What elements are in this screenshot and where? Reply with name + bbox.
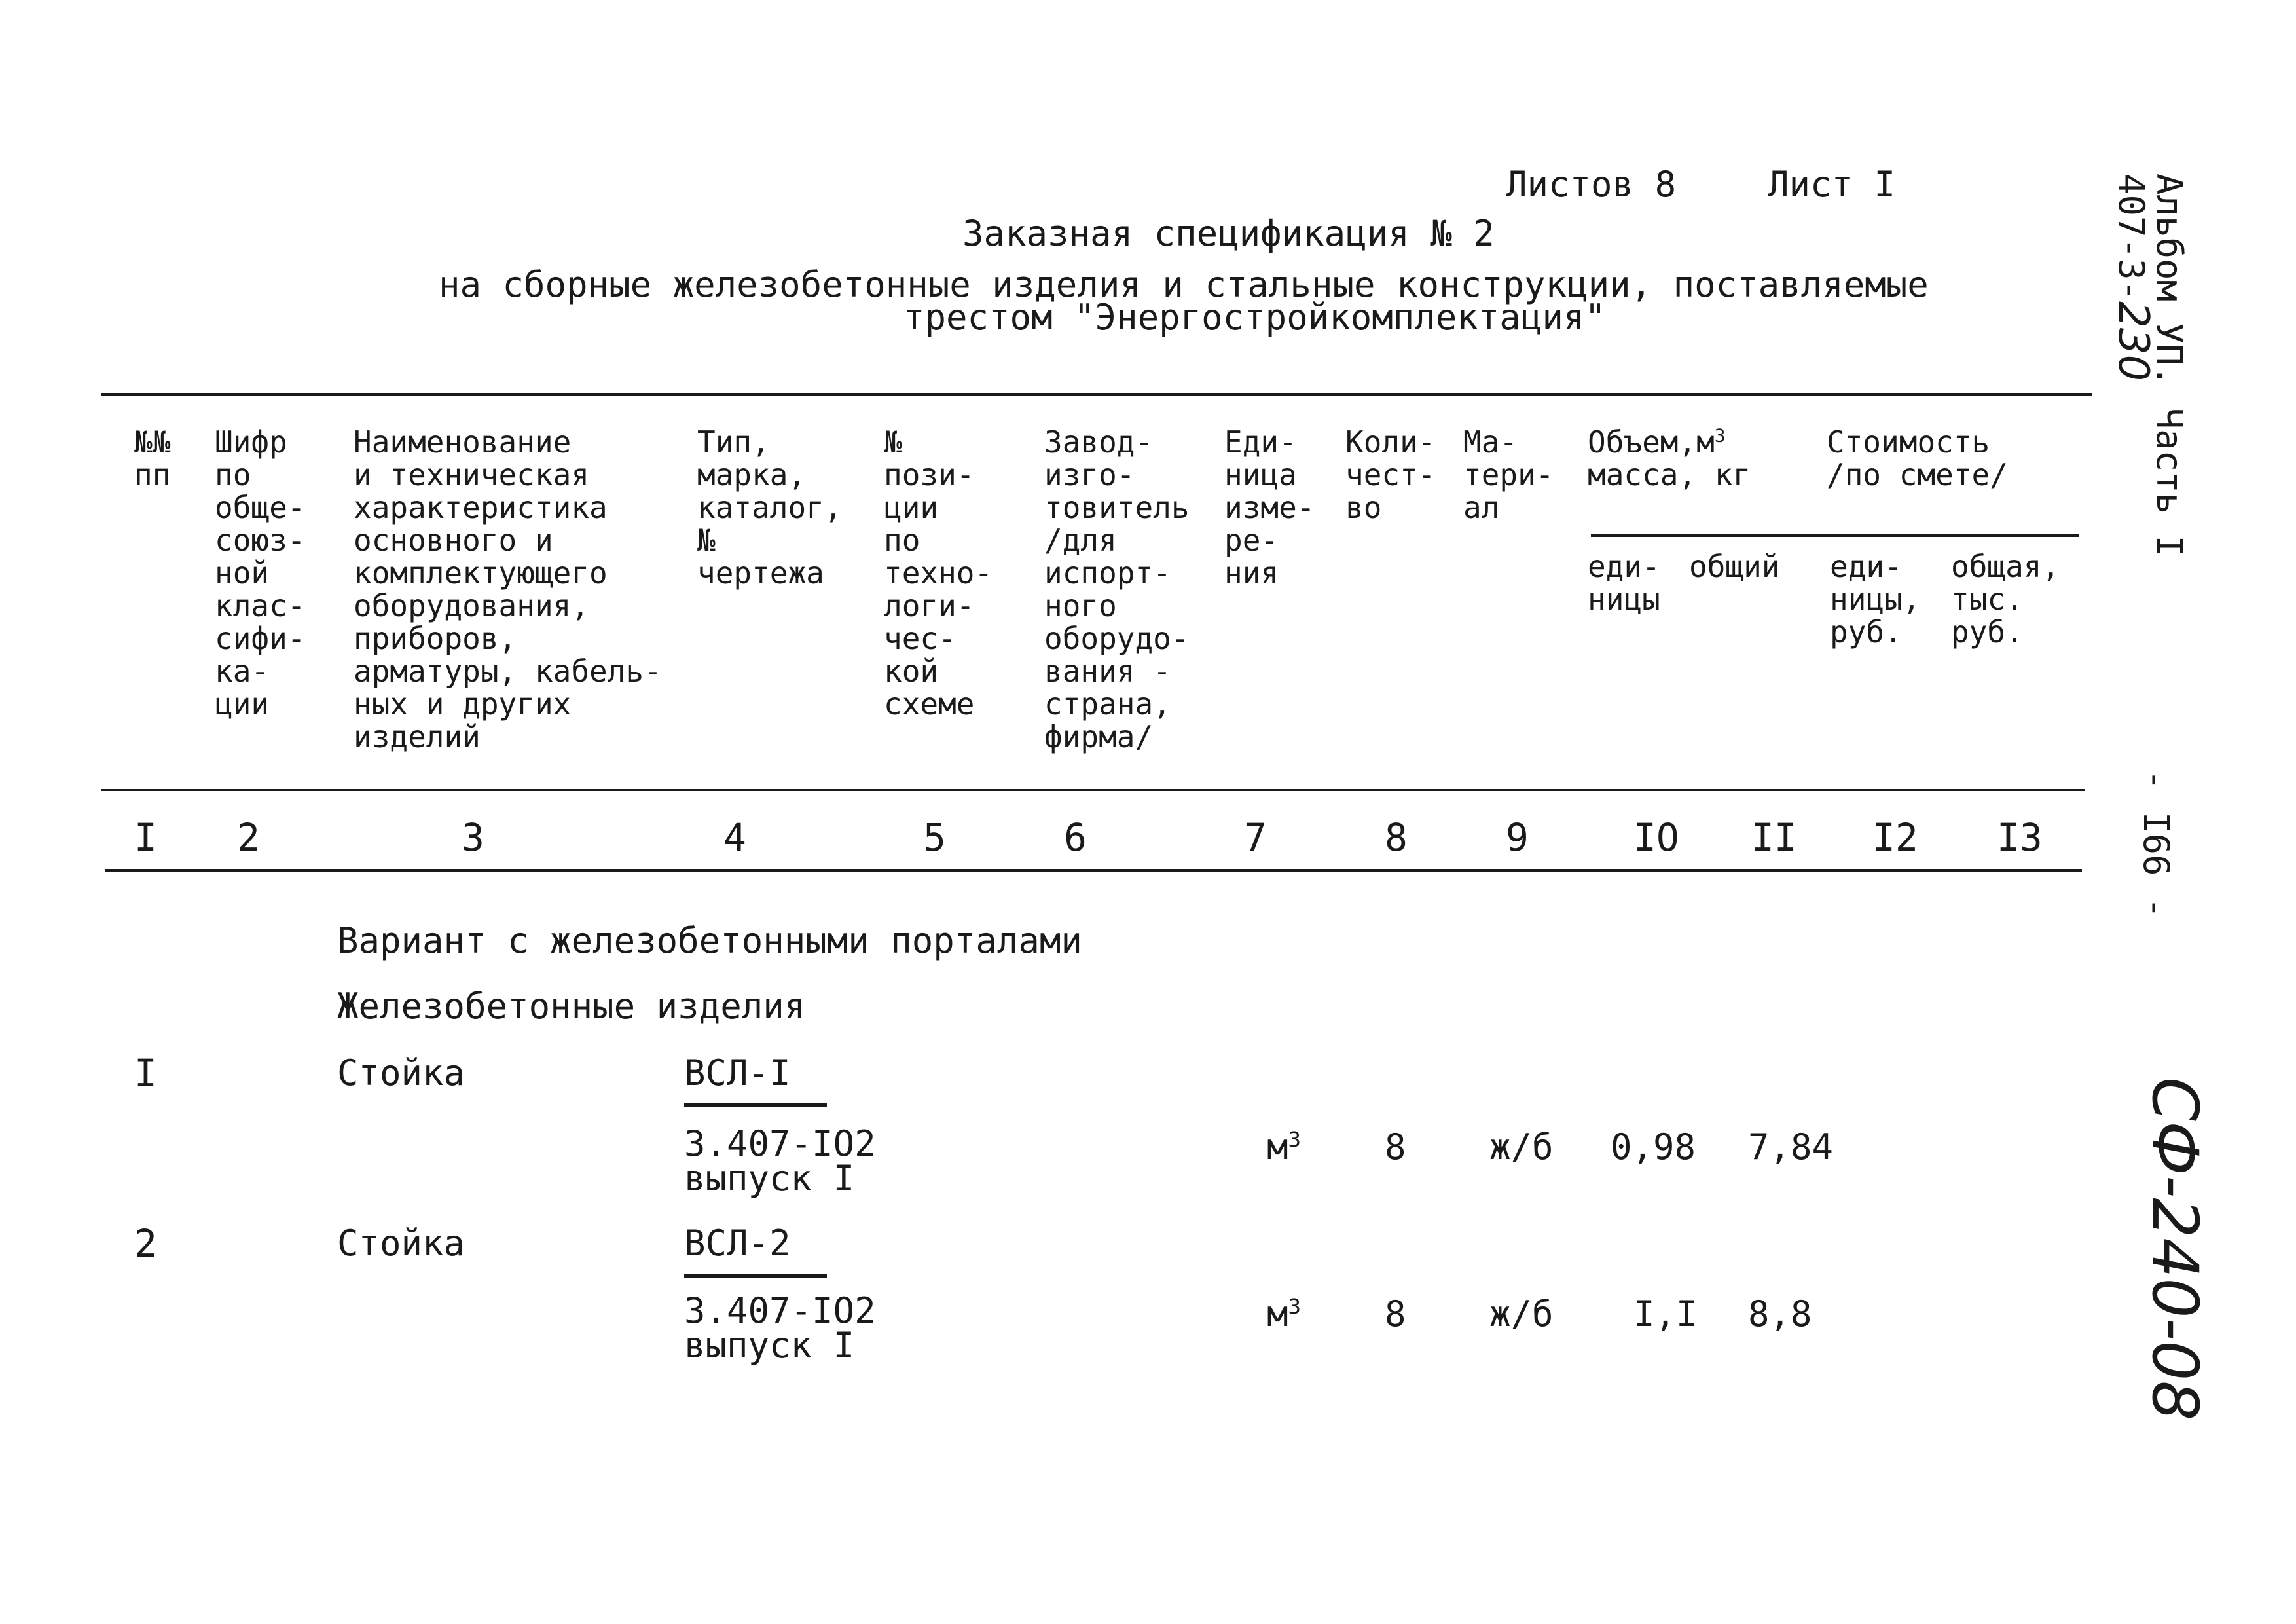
side-code-handwritten: 230 — [2109, 301, 2157, 382]
row-unit: $м^3$ — [1267, 1126, 1302, 1168]
col-header-cost: Стоимость /по смете/ — [1827, 424, 2008, 492]
row-drawing-issue: выпуск I — [684, 1325, 855, 1366]
row-type-mark: ВСЛ-2 — [684, 1223, 791, 1264]
row-quantity: 8 — [1385, 1126, 1406, 1168]
col-header-classification-code: Шифр по обще- союз- ной клас- сифи- ка- ции — [215, 424, 306, 722]
column-number: 2 — [237, 815, 260, 860]
column-number: I2 — [1872, 815, 1918, 860]
side-album: Альбом УП. Часть I — [2149, 174, 2190, 557]
side-code-printed: 407-3- — [2111, 174, 2152, 302]
row-type-mark: ВСЛ-I — [684, 1052, 791, 1094]
row-number: 2 — [134, 1221, 157, 1266]
column-number: 3 — [462, 815, 484, 860]
row-fraction-bar — [684, 1274, 827, 1278]
row-drawing-number: 3.407-IO2 — [684, 1290, 876, 1331]
document-subtitle-line1: на сборные железобетонные изделия и стальные конструкции, поставляемые — [439, 264, 1929, 305]
row-volume-total: 7,84 — [1748, 1126, 1834, 1168]
column-number: II — [1751, 815, 1797, 860]
column-number: 8 — [1385, 815, 1408, 860]
row-drawing-number: 3.407-IO2 — [684, 1123, 876, 1164]
column-number: 4 — [723, 815, 746, 860]
document-title: Заказная спецификация № 2 — [962, 213, 1495, 254]
header-subdivider-rule — [1591, 534, 2079, 537]
column-number: 9 — [1506, 815, 1529, 860]
row-drawing-issue: выпуск I — [684, 1158, 855, 1199]
sheet-count: Листов 8 — [1506, 164, 1677, 205]
side-page-number: - I66 - — [2136, 769, 2177, 919]
col-header-position: № пози- ции по техно- логи- чес- кой схеме — [884, 424, 993, 722]
side-stamp-handwritten: СФ-240-08 — [2138, 1077, 2212, 1421]
row-quantity: 8 — [1385, 1293, 1406, 1335]
column-numbers-bottom-rule — [105, 869, 2082, 872]
col-header-cost-unit: еди- ницы, руб. — [1830, 549, 1921, 650]
column-number: 7 — [1244, 815, 1267, 860]
row-item-name: Стойка — [337, 1052, 465, 1094]
row-unit: $м^3$ — [1267, 1293, 1302, 1335]
column-number: IO — [1633, 815, 1679, 860]
col-header-name: Наименование и техническая характеристика основного и комплектующего оборудования, приборов, арматуры, кабель- ных и других изделий — [354, 424, 662, 754]
sheet-number: Лист I — [1768, 164, 1896, 205]
col-header-cost-total: общая, тыс. руб. — [1951, 549, 2060, 650]
column-number: 6 — [1064, 815, 1087, 860]
row-volume-total: 8,8 — [1748, 1293, 1812, 1335]
row-number: I — [134, 1051, 157, 1096]
side-code — [2109, 174, 2157, 382]
row-volume-unit: 0,98 — [1611, 1126, 1696, 1168]
col-header-material: Ма- тери- ал — [1463, 424, 1554, 525]
section-heading-variant: Вариант с железобетонными порталами — [337, 920, 1082, 961]
row-material: ж/б — [1489, 1293, 1554, 1335]
row-material: ж/б — [1489, 1126, 1554, 1168]
col-header-volume-unit: еди- ницы — [1588, 549, 1660, 617]
col-header-unit: Еди- ница изме- ре- ния — [1224, 424, 1315, 591]
column-number: 5 — [923, 815, 946, 860]
header-bottom-rule — [101, 789, 2085, 791]
col-header-volume: $Объем,м^3$ масса, кг — [1588, 424, 1751, 492]
table-top-rule — [101, 393, 2092, 396]
col-header-volume-total: общий — [1689, 549, 1780, 584]
col-header-manufacturer: Завод- изго- товитель /для испорт- ного оборудо- вания - страна, фирма/ — [1044, 424, 1190, 754]
row-volume-unit: I,I — [1633, 1293, 1698, 1335]
row-item-name: Стойка — [337, 1223, 465, 1264]
row-fraction-bar — [684, 1103, 827, 1107]
col-header-type: Тип, марка, каталог, № чертежа — [697, 424, 843, 591]
section-heading-group: Железобетонные изделия — [337, 986, 806, 1027]
document-subtitle-line2: трестом "Энергостройкомплектация" — [903, 297, 1606, 338]
col-header-quantity: Коли- чест- во — [1345, 424, 1436, 525]
column-number: I3 — [1997, 815, 2043, 860]
col-header-number: №№ пп — [134, 424, 171, 492]
column-number: I — [134, 815, 157, 860]
